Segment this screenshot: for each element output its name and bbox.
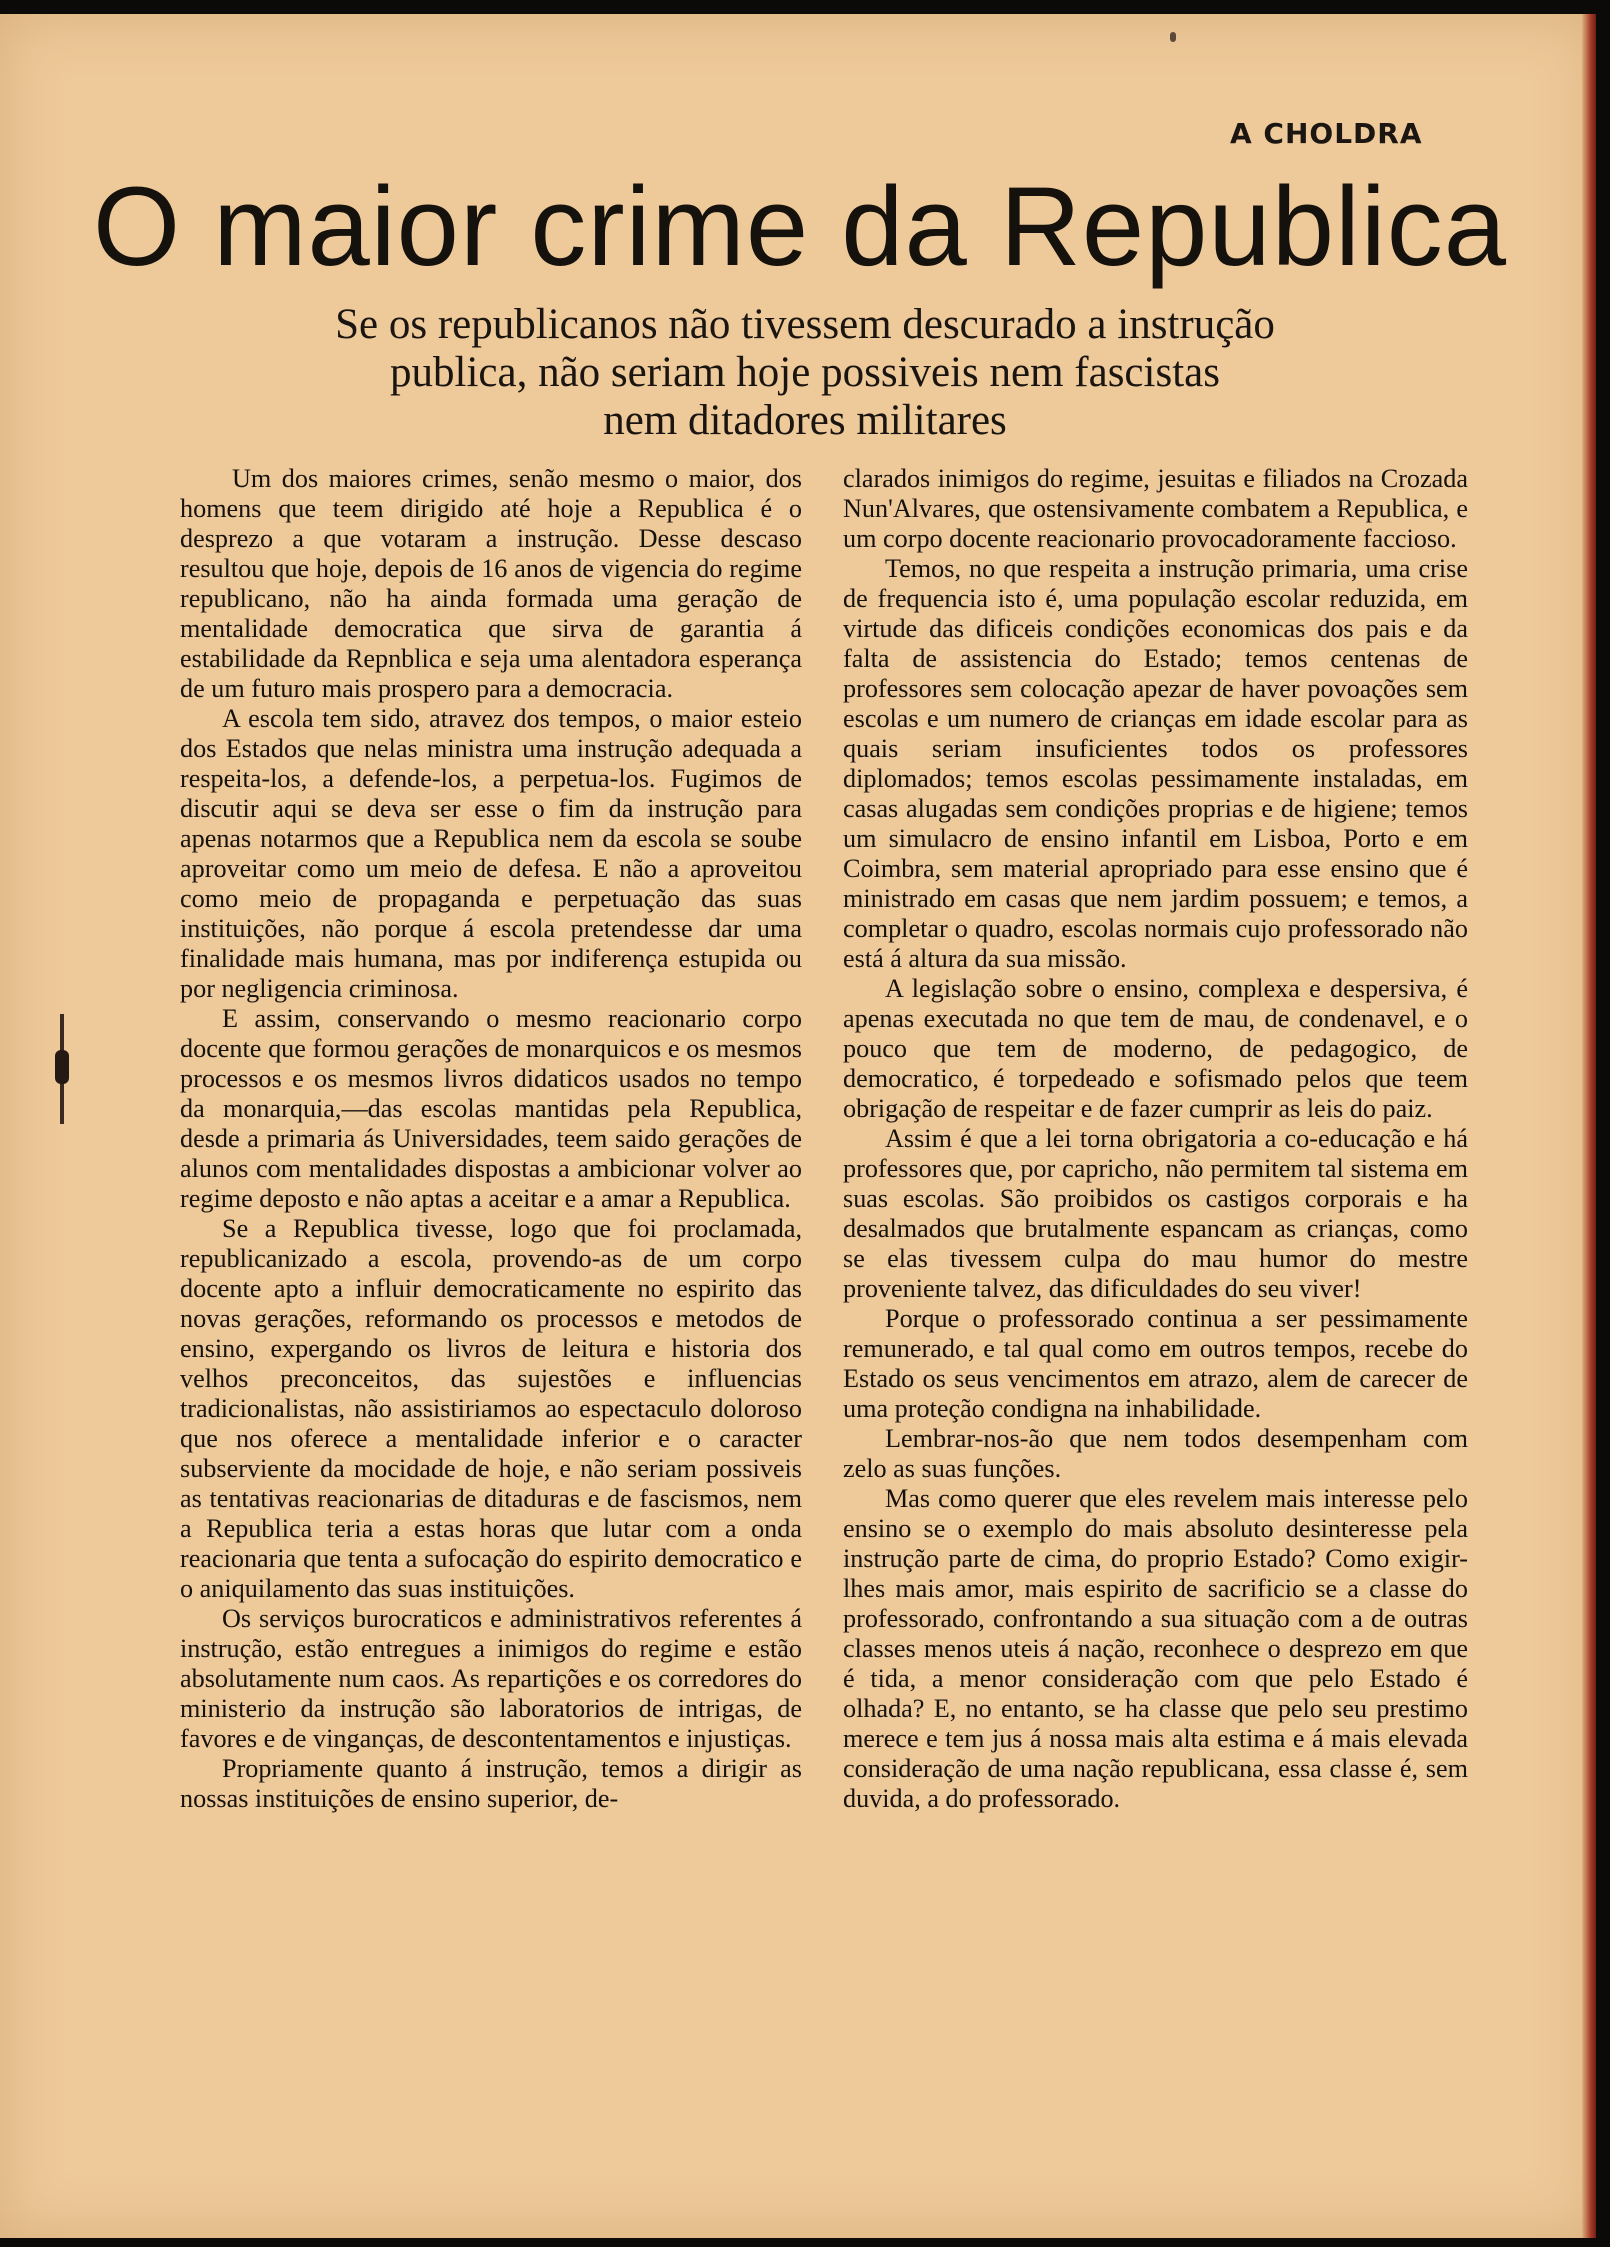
article-column-right [843, 464, 1468, 1814]
paragraph: A escola tem sido, atravez dos tempos, o maior esteio dos Estados que nelas ministra uma instrução adequada a respeita-los, a defende-los, a perpetua-los. Fugimos de discutir aqui se deva ser esse o fim da instrução para apenas notarmos que a Republica nem da escola se soube aproveitar como um meio de defesa. E não a aproveitou como meio de propaganda e perpetuação das suas instituições, não porque á escola pretendesse dar uma finalidade mais humana, mas por indiferença estupida ou por negligencia criminosa. [180, 704, 802, 1003]
paragraph: A legislação sobre o ensino, complexa e despersiva, é apenas executada no que tem de mau, de condenavel, e o pouco que tem de moderno, de pedagogico, de democratico, é torpedeado e sofismado pelos que teem obrigação de respeitar e de fazer cumprir as leis do paiz. [843, 974, 1468, 1123]
subhead-line: nem ditadores militares [603, 397, 1007, 444]
paragraph: Propriamente quanto á instrução, temos a dirigir as nossas instituições de ensino superior, de- [180, 1754, 802, 1813]
paragraph: Se a Republica tivesse, logo que foi proclamada, republicanizado a escola, provendo-as de um corpo docente apto a influir democraticamente no espirito das novas gerações, reformando os processos e metodos de ensino, expergando os livros de leitura e historia dos velhos preconceitos, das sujestões e influencias tradicionalistas, não assistiriamos ao espectaculo doloroso que nos oferece a mentalidade inferior e o caracter subserviente da mocidade de hoje, e não seriam possiveis as tentativas reacionarias de ditaduras e de fascismos, nem a Republica teria a estas horas que lutar com a onda reacionaria que tenta a sufocação do espirito democratico e o aniquilamento das suas instituições. [180, 1214, 802, 1603]
subhead-line: Se os republicanos não tivessem descurado a instrução [335, 301, 1275, 348]
ink-mark [1170, 32, 1176, 42]
paragraph: Assim é que a lei torna obrigatoria a co-educação e há professores que, por capricho, não permitem tal sistema em suas escolas. São proibidos os castigos corporais e ha desalmados que brutalmente espancam as crianças, como se elas tivessem culpa do mau humor do mestre proveniente talvez, das dificuldades do seu viver! [843, 1124, 1468, 1303]
paragraph: Um dos maiores crimes, senão mesmo o maior, dos homens que teem dirigido até hoje a Republica é o desprezo a que votaram a instrução. Desse descaso resultou que hoje, depois de 16 anos de vigencia do regime republicano, não ha ainda formada uma geração de mentalidade democratica que sirva de garantia á estabilidade da Repnblica e seja uma alentadora esperança de um futuro mais prospero para a democracia. [180, 464, 802, 703]
paragraph: Mas como querer que eles revelem mais interesse pelo ensino se o exemplo do mais absoluto desinteresse pela instrução parte de cima, do proprio Estado? Como exigir-lhes mais amor, mais espirito de sacrificio se a classe do professorado, confrontando a sua situação com a de outras classes menos uteis á nação, reconhece o desprezo em que é tida, a menor consideração com que pelo Estado é olhada? E, no entanto, se ha classe que pelo seu prestimo merece e tem jus á nossa mais alta estima e á mais elevada consideração de uma nação republicana, essa classe é, sem duvida, a do professorado. [843, 1484, 1468, 1813]
binding-clip [55, 1014, 69, 1124]
paragraph: clarados inimigos do regime, jesuitas e filiados na Crozada Nun'Alvares, que ostensivamente combatem a Republica, e um corpo docente reacionario provocadoramente faccioso. [843, 464, 1468, 553]
subhead-line: publica, não seriam hoje possiveis nem fascistas [390, 349, 1220, 396]
paragraph: Os serviços burocraticos e administrativos referentes á instrução, estão entregues a inimigos do regime e estão absolutamente num caos. As repartições e os corredores do ministerio da instrução são laboratorios de intrigas, de favores e de vinganças, de descontentamentos e injustiças. [180, 1604, 802, 1753]
page-edge [1582, 14, 1596, 2238]
article-subheadline [180, 301, 1430, 445]
paragraph: Lembrar-nos-ão que nem todos desempenham com zelo as suas funções. [843, 1424, 1468, 1483]
article-headline: O maior crime da Republica [92, 164, 1508, 289]
paragraph: E assim, conservando o mesmo reacionario corpo docente que formou gerações de monarquicos e os mesmos processos e os mesmos livros didaticos usados no tempo da monarquia,—das escolas mantidas pela Republica, desde a primaria ás Universidades, teem saido gerações de alunos com mentalidades dispostas a ambicionar volver ao regime deposto e não aptas a aceitar e a amar a Republica. [180, 1004, 802, 1213]
running-head: A CHOLDRA [1230, 117, 1423, 150]
paragraph: Porque o professorado continua a ser pessimamente remunerado, e tal qual como em outros tempos, recebe do Estado os seus vencimentos em atrazo, alem de carecer de uma proteção condigna na inhabilidade. [843, 1304, 1468, 1423]
paragraph: Temos, no que respeita a instrução primaria, uma crise de frequencia isto é, uma população escolar reduzida, em virtude das dificeis condições economicas dos pais e da falta de assistencia do Estado; temos centenas de professores sem colocação apezar de haver povoações sem escolas e um numero de crianças em idade escolar para as quais seriam insuficientes todos os professores diplomados; temos escolas pessimamente instaladas, em casas alugadas sem condições proprias e de higiene; temos um simulacro de ensino infantil em Lisboa, Porto e em Coimbra, sem material apropriado para esse ensino que é ministrado em casas que nem jardim possuem; e temos, a completar o quadro, escolas normais cujo professorado não está á altura da sua missão. [843, 554, 1468, 973]
newspaper-page [0, 14, 1596, 2238]
article-column-left [180, 464, 802, 1814]
